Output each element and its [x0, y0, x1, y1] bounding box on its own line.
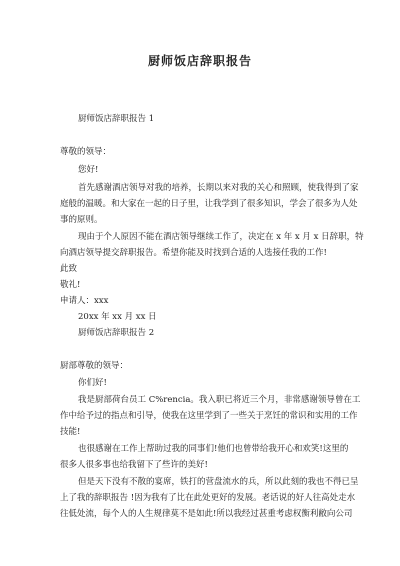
text-line: 技能! — [60, 427, 81, 437]
document-title: 厨师饭店辞职报告 — [147, 54, 252, 68]
text-line: 我是厨部荷台员工 C%rencia。我入职已将近三个月，非常感谢领导曾在工 — [78, 395, 361, 405]
text-line: 往低处流，每个人的人生规律莫不是如此!所以我经过甚重考虑权衡利敝向公司 — [60, 509, 353, 519]
text-line: 但是天下没有不散的宴席，铁打的营盘流水的兵，所以此刻的我也不得已呈 — [78, 477, 359, 487]
text-line: 申请人：xxx — [60, 296, 109, 306]
text-line: 您好! — [78, 165, 99, 175]
text-line: 此致 — [60, 264, 78, 274]
text-line: 尊敬的领导： — [60, 147, 112, 157]
text-line: 上了我的辞职报告 !因为我有了比在此处更好的发展。老话说的好人往高处走水 — [60, 493, 356, 503]
text-line: 也很感谢在工作上帮助过我的同事们!他们也曾带给我开心和欢笑!这里的 — [78, 444, 349, 454]
text-line: 首先感谢酒店领导对我的培养，长期以来对我的关心和照顾，使我得到了家 — [78, 183, 359, 193]
text-line: 很多人很多事也给我留下了些许的美好! — [60, 460, 208, 470]
text-line: 事的原则。 — [60, 215, 103, 225]
text-line: 厨师饭店辞职报告 1 — [78, 114, 155, 124]
text-line: 作中给予过的指点和引导，使我在这里学到了一些关于烹饪的常识和实用的工作 — [60, 411, 358, 421]
text-line: 现由于个人原因不能在酒店领导继续工作了，决定在 x 年 x 月 x 日辞职，特 — [78, 232, 364, 242]
text-line: 庭般的温暖。和大家在一起的日子里，让我学到了很多知识，学会了很多为人处 — [60, 199, 358, 209]
text-line: 你们好! — [78, 378, 107, 388]
text-line: 厨部尊敬的领导： — [60, 361, 129, 371]
text-line: 向酒店领导提交辞职报告。希望你能及时找到合适的人选接任我的工作! — [60, 248, 327, 258]
text-line: 20xx 年 xx 月 xx 日 — [78, 312, 157, 322]
text-line: 敬礼! — [60, 280, 81, 290]
text-line: 厨师饭店辞职报告 2 — [78, 328, 155, 338]
